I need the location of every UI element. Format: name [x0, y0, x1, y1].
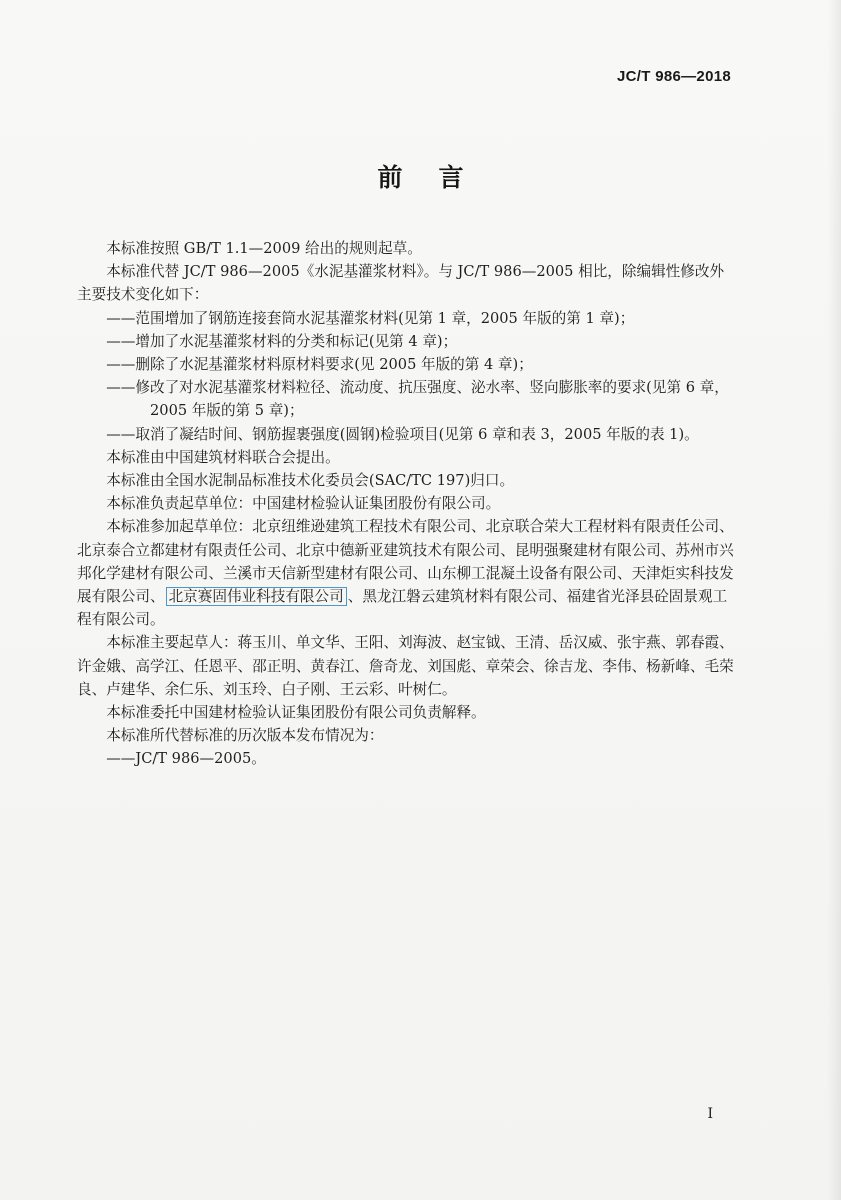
- participating-units-text: 本标准参加起草单位：北京纽维逊建筑工程技术有限公司、北京联合荣大工程材料有限责任公司、北京泰合立都建材有限责任公司、北京中德新亚建筑技术有限公司、昆明强聚建材有限公司、苏州市兴邦化学建材有限公司、兰溪市天信新型建材有限公司、山东柳工混凝土设备有限公司、天津炬实科技发展有限公司、: [77, 518, 734, 606]
- paragraph-participating-units: [77, 515, 737, 631]
- change-item-cancelled-tests: ——取消了凝结时间、钢筋握裹强度(圆钢)检验项目(见第 6 章和表 3，2005 年版的表 1)。: [106, 425, 699, 443]
- change-item-scope: ——范围增加了钢筋连接套筒水泥基灌浆材料(见第 1 章，2005 年版的第 1 章)；: [106, 309, 635, 327]
- paragraph-history: 本标准所代替标准的历次版本发布情况为：: [106, 727, 384, 745]
- foreword-body: [77, 237, 737, 771]
- paragraph-administered-by: 本标准由全国水泥制品标准技术化委员会(SAC/TC 197)归口。: [106, 472, 515, 490]
- page-title: 前言: [377, 163, 500, 192]
- standard-code: JC/T 986—2018: [617, 68, 731, 85]
- paragraph-main-drafters: 本标准主要起草人：蒋玉川、单文华、王阳、刘海波、赵宝钺、王清、岳汉威、张宇燕、郭春霞、许金娥、高学江、任恩平、邵正明、黄春江、詹奇龙、刘国彪、章荣会、徐吉龙、李伟、杨新峰、毛荣良、卢建华、余仁乐、刘玉玲、白子刚、王云彩、叶树仁。: [77, 634, 734, 698]
- paragraph-interpretation: 本标准委托中国建材检验认证集团股份有限公司负责解释。: [106, 704, 486, 722]
- change-item-raw-materials: ——删除了水泥基灌浆材料原材料要求(见 2005 年版的第 4 章)；: [106, 356, 533, 374]
- paragraph-proposed-by: 本标准由中国建筑材料联合会提出。: [106, 448, 340, 466]
- page-number: I: [707, 1106, 713, 1122]
- paragraph-drafting-rules: 本标准按照 GB/T 1.1—2009 给出的规则起草。: [106, 240, 422, 257]
- highlighted-company: 北京赛固伟业科技有限公司: [166, 587, 347, 606]
- paragraph-replacement: 本标准代替 JC/T 986—2005《水泥基灌浆材料》。与 JC/T 986—2005 相比，除编辑性修改外主要技术变化如下：: [77, 263, 725, 304]
- history-item: ——JC/T 986—2005。: [106, 750, 266, 768]
- participating-units-text-end: 、黑龙江磐云建筑材料有限公司、福建省光泽县砼固景观工程有限公司。: [77, 588, 728, 629]
- change-item-requirements: ——修改了对水泥基灌浆材料粒径、流动度、抗压强度、泌水率、竖向膨胀率的要求(见第 6 章，2005 年版的第 5 章)；: [106, 379, 729, 420]
- change-item-classification: ——增加了水泥基灌浆材料的分类和标记(见第 4 章)；: [106, 332, 458, 350]
- paragraph-lead-drafter: 本标准负责起草单位：中国建材检验认证集团股份有限公司。: [106, 495, 501, 513]
